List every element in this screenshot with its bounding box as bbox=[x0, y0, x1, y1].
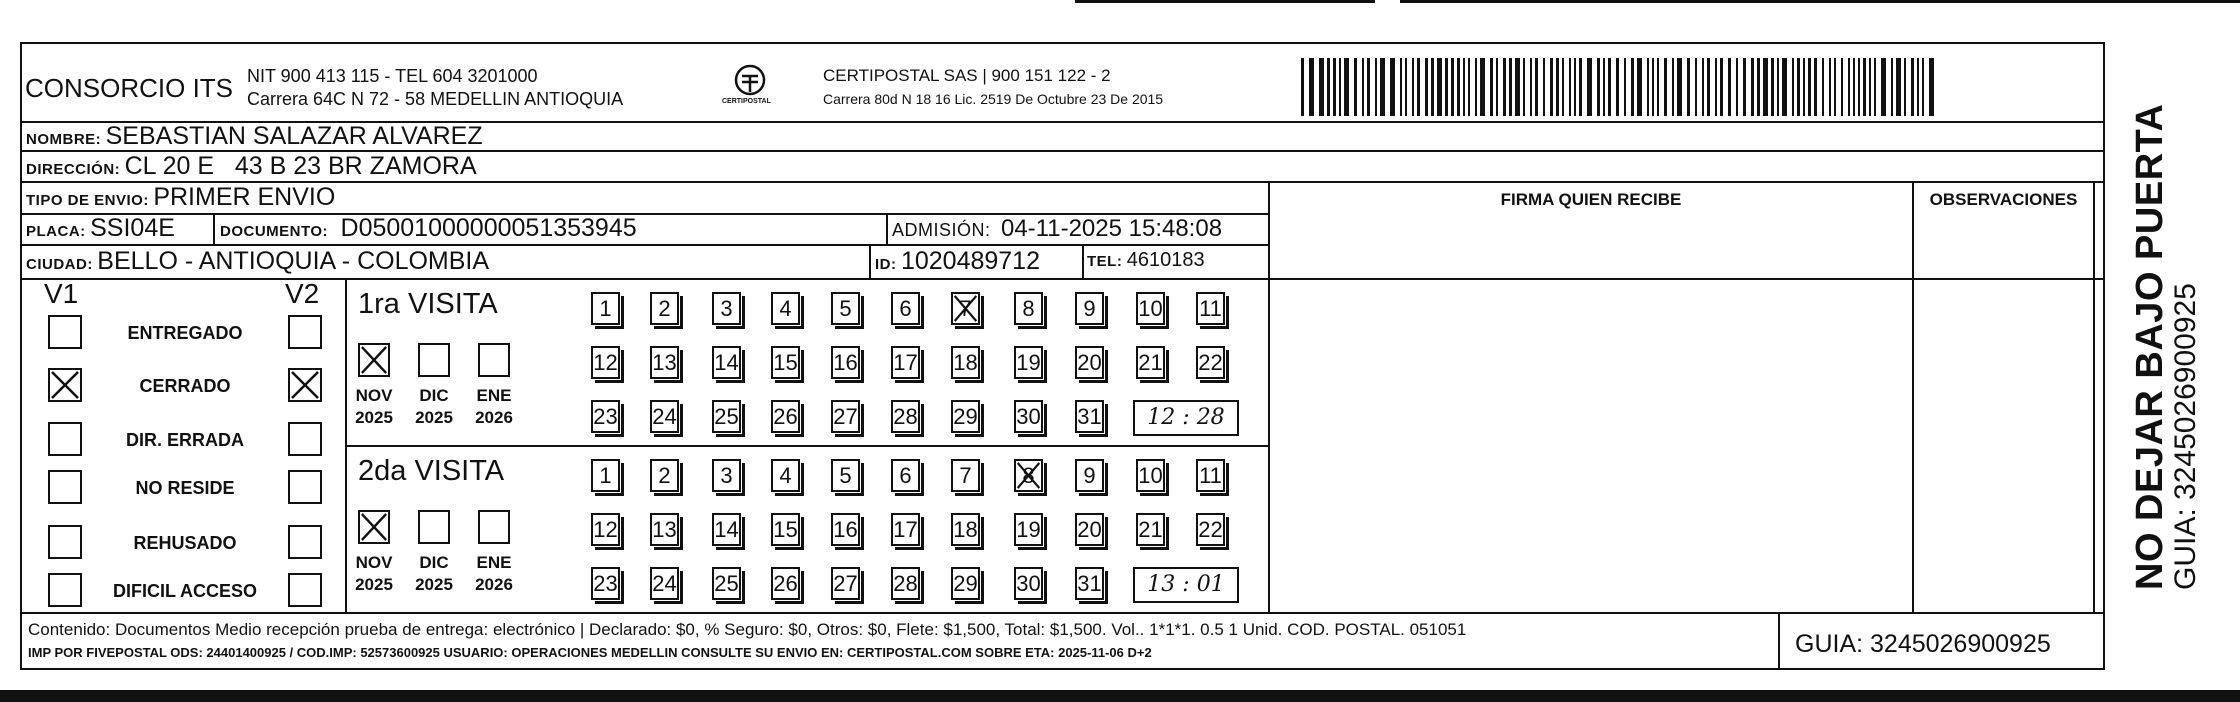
side-warning bbox=[2130, 70, 2202, 590]
month-label: NOV bbox=[355, 553, 393, 572]
visit-title: 2da VISITA bbox=[358, 455, 505, 487]
x-mark-icon bbox=[360, 345, 388, 375]
day-box[interactable]: 1 bbox=[591, 292, 620, 325]
day-box[interactable]: 23 bbox=[591, 400, 620, 433]
col-line bbox=[345, 278, 347, 612]
day-number: 8 bbox=[1022, 463, 1035, 488]
barcode-bar bbox=[1354, 58, 1357, 116]
ciudad-value: BELLO - ANTIOQUIA - COLOMBIA bbox=[97, 247, 490, 275]
barcode-bar bbox=[1367, 58, 1370, 116]
carrier-line2: Carrera 80d N 18 16 Lic. 2519 De Octubre 23 De 2015 bbox=[823, 91, 1164, 107]
barcode-bar bbox=[1687, 58, 1690, 116]
day-box[interactable]: 16 bbox=[831, 513, 860, 546]
col-line bbox=[1082, 244, 1084, 278]
month-label: DIC bbox=[419, 553, 449, 572]
col-line bbox=[2093, 181, 2095, 612]
day-box[interactable]: 4 bbox=[771, 459, 800, 492]
day-box[interactable]: 29 bbox=[951, 567, 980, 600]
day-box[interactable]: 24 bbox=[650, 400, 679, 433]
v2-checkbox[interactable] bbox=[288, 422, 322, 456]
v2-checkbox[interactable] bbox=[288, 573, 322, 607]
v2-checkbox[interactable] bbox=[288, 470, 322, 504]
barcode-bar bbox=[1579, 58, 1582, 116]
barcode-bar bbox=[1896, 58, 1901, 116]
day-box[interactable]: 9 bbox=[1075, 459, 1104, 492]
v1-checkbox[interactable] bbox=[48, 525, 82, 559]
direccion-label: DIRECCIÓN: bbox=[26, 161, 121, 178]
month-label: ENE bbox=[476, 386, 512, 405]
id-field bbox=[875, 247, 1040, 276]
day-box[interactable]: 9 bbox=[1075, 292, 1104, 325]
barcode-bar bbox=[1496, 58, 1498, 116]
barcode-bar bbox=[1562, 58, 1564, 116]
v1-checkbox[interactable] bbox=[48, 573, 82, 607]
barcode-bar bbox=[1911, 58, 1914, 116]
documento-value: D05001000000051353945 bbox=[340, 214, 637, 242]
barcode-bar bbox=[1445, 58, 1448, 116]
x-mark-icon bbox=[953, 294, 978, 323]
day-box[interactable] bbox=[951, 292, 980, 325]
footer-contenido: Contenido: Documentos Medio recepción prueba de entrega: electrónico | Declarado: $0, % Seguro: $0, Otros: $0, Flete: $1,500, Total: $1,500. Vol.. 1*1*1. 0.5 1 Unid. COD. POSTAL. 051051 bbox=[28, 620, 1467, 639]
day-box[interactable]: 2 bbox=[650, 459, 679, 492]
barcode-bar bbox=[1777, 58, 1779, 116]
barcode-bar bbox=[1400, 58, 1402, 116]
barcode-bar bbox=[1603, 58, 1605, 116]
admision-label: ADMISIÓN: bbox=[892, 220, 991, 240]
footer-imp: IMP POR FIVEPOSTAL ODS: 24401400925 / COD.IMP: 52573600925 USUARIO: OPERACIONES MEDELLIN CONSULTE SU ENVIO EN: CERTIPOSTAL.COM SOBRE ETA: 2025-11-06 D+2 bbox=[28, 645, 1152, 660]
barcode-bar bbox=[1375, 58, 1377, 116]
barcode-bar bbox=[1569, 58, 1571, 116]
barcode-bar bbox=[1728, 58, 1731, 116]
day-box[interactable]: 7 bbox=[951, 459, 980, 492]
barcode-bar bbox=[1763, 58, 1768, 116]
barcode-bar bbox=[1597, 58, 1600, 116]
v2-checkbox[interactable] bbox=[288, 525, 322, 559]
barcode-bar bbox=[1841, 58, 1843, 116]
barcode-bar bbox=[1715, 58, 1717, 116]
barcode-bar bbox=[1702, 58, 1704, 116]
barcode-bar bbox=[1468, 58, 1470, 116]
direccion-row bbox=[26, 152, 477, 181]
day-box[interactable]: 17 bbox=[891, 513, 920, 546]
barcode-bar bbox=[1891, 58, 1893, 116]
bottom-edge bbox=[0, 690, 2240, 702]
day-box[interactable]: 2 bbox=[650, 292, 679, 325]
v2-checkbox[interactable] bbox=[288, 368, 322, 402]
barcode-bar bbox=[1587, 58, 1592, 116]
barcode-bar bbox=[1929, 58, 1934, 116]
day-box[interactable]: 22 bbox=[1196, 346, 1225, 379]
barcode-bar bbox=[1797, 58, 1800, 116]
ciudad-field bbox=[26, 247, 489, 276]
status-label: NO RESIDE bbox=[135, 478, 235, 498]
observaciones-header: OBSERVACIONES bbox=[1929, 190, 2078, 209]
barcode-bar bbox=[1390, 58, 1395, 116]
day-box[interactable]: 17 bbox=[891, 346, 920, 379]
day-box[interactable]: 5 bbox=[831, 459, 860, 492]
barcode-bar bbox=[1695, 58, 1697, 116]
day-box[interactable]: 20 bbox=[1075, 346, 1104, 379]
day-box[interactable]: 24 bbox=[650, 567, 679, 600]
day-box[interactable]: 28 bbox=[891, 400, 920, 433]
day-box[interactable]: 8 bbox=[1014, 292, 1043, 325]
day-box[interactable]: 1 bbox=[591, 459, 620, 492]
barcode-bar bbox=[1874, 58, 1876, 116]
v1-header: V1 bbox=[44, 278, 79, 309]
year-label: 2025 bbox=[355, 408, 393, 427]
barcode-bar bbox=[1822, 58, 1824, 116]
day-box[interactable]: 11 bbox=[1196, 292, 1225, 325]
carrier-line1: CERTIPOSTAL SAS | 900 151 122 - 2 bbox=[823, 66, 1111, 85]
year-label: 2025 bbox=[355, 575, 393, 594]
x-mark-icon bbox=[290, 370, 320, 400]
barcode-bar bbox=[1339, 58, 1341, 116]
year-label: 2026 bbox=[475, 408, 513, 427]
barcode-bar bbox=[1530, 58, 1532, 116]
year-label: 2026 bbox=[475, 575, 513, 594]
tel-field bbox=[1087, 249, 1205, 272]
barcode-bar bbox=[1853, 58, 1855, 116]
col-line bbox=[213, 213, 215, 244]
barcode-bar bbox=[1672, 58, 1674, 116]
tipo-row bbox=[26, 183, 335, 212]
day-box[interactable]: 25 bbox=[712, 567, 741, 600]
month-checkbox[interactable] bbox=[418, 510, 450, 544]
day-box[interactable]: 13 bbox=[650, 513, 679, 546]
status-label: CERRADO bbox=[139, 376, 231, 396]
day-box[interactable]: 21 bbox=[1136, 346, 1165, 379]
barcode-bar bbox=[1490, 58, 1493, 116]
v1-checkbox[interactable] bbox=[48, 368, 82, 402]
barcode-bar bbox=[1624, 58, 1626, 116]
barcode-bar bbox=[1677, 58, 1682, 116]
tipo-label: TIPO DE ENVIO: bbox=[26, 192, 149, 209]
company-line1: NIT 900 413 115 - TEL 604 3201000 bbox=[247, 66, 538, 86]
day-box[interactable]: 15 bbox=[771, 346, 800, 379]
barcode bbox=[1300, 0, 1940, 120]
day-box[interactable]: 20 bbox=[1075, 513, 1104, 546]
company-name: CONSORCIO ITS bbox=[25, 73, 234, 103]
barcode-bar bbox=[1652, 58, 1654, 116]
barcode-bar bbox=[1869, 58, 1871, 116]
row-line bbox=[20, 244, 1268, 246]
tipo-value: PRIMER ENVIO bbox=[153, 183, 336, 211]
day-box[interactable]: 27 bbox=[831, 400, 860, 433]
col-line bbox=[1912, 181, 1914, 612]
day-box[interactable]: 28 bbox=[891, 567, 920, 600]
visit-time-box[interactable] bbox=[1133, 567, 1239, 603]
day-box[interactable]: 30 bbox=[1014, 400, 1043, 433]
month-checkbox[interactable] bbox=[478, 343, 510, 377]
day-box[interactable]: 14 bbox=[712, 346, 741, 379]
day-number: 7 bbox=[959, 296, 972, 321]
col-line bbox=[1778, 612, 1780, 670]
day-box[interactable]: 31 bbox=[1075, 567, 1104, 600]
barcode-bar bbox=[1608, 58, 1611, 116]
barcode-bar bbox=[1647, 58, 1649, 116]
day-box[interactable]: 5 bbox=[831, 292, 860, 325]
status-label: REHUSADO bbox=[133, 533, 237, 553]
tel-label: TEL: bbox=[1087, 253, 1123, 270]
day-box[interactable]: 12 bbox=[591, 513, 620, 546]
placa-field bbox=[26, 214, 175, 243]
day-box[interactable]: 11 bbox=[1196, 459, 1225, 492]
barcode-bar bbox=[1451, 58, 1454, 116]
barcode-bar bbox=[1327, 58, 1330, 116]
row-line bbox=[345, 445, 1268, 447]
col-line bbox=[886, 213, 888, 244]
company-line2: Carrera 64C N 72 - 58 MEDELLIN ANTIOQUIA bbox=[247, 89, 624, 109]
barcode-bar bbox=[1751, 58, 1754, 116]
row-line bbox=[20, 612, 2105, 614]
day-box[interactable]: 16 bbox=[831, 346, 860, 379]
col-line bbox=[1268, 181, 1270, 612]
barcode-bar bbox=[1480, 58, 1485, 116]
barcode-bar bbox=[1917, 58, 1919, 116]
nombre-row bbox=[26, 122, 483, 151]
month-checkbox[interactable] bbox=[358, 343, 390, 377]
day-box[interactable]: 30 bbox=[1014, 567, 1043, 600]
barcode-bar bbox=[1637, 58, 1642, 116]
day-box[interactable]: 10 bbox=[1136, 292, 1165, 325]
month-checkbox[interactable] bbox=[418, 343, 450, 377]
barcode-bar bbox=[1904, 58, 1906, 116]
barcode-bar bbox=[1863, 58, 1866, 116]
nombre-value: SEBASTIAN SALAZAR ALVAREZ bbox=[105, 122, 483, 150]
day-box[interactable]: 6 bbox=[891, 292, 920, 325]
month-label: NOV bbox=[355, 386, 393, 405]
footer-guia: GUIA: 3245026900925 bbox=[1795, 630, 2051, 658]
barcode-bar bbox=[1664, 58, 1667, 116]
documento-label: DOCUMENTO: bbox=[220, 223, 329, 240]
barcode-bar bbox=[1319, 58, 1324, 116]
day-box[interactable]: 19 bbox=[1014, 346, 1043, 379]
barcode-bar bbox=[1574, 58, 1576, 116]
barcode-bar bbox=[1463, 58, 1465, 116]
day-box[interactable]: 14 bbox=[712, 513, 741, 546]
status-label: DIR. ERRADA bbox=[125, 430, 244, 450]
barcode-bar bbox=[1834, 58, 1836, 116]
day-box[interactable]: 26 bbox=[771, 400, 800, 433]
day-box[interactable]: 21 bbox=[1136, 513, 1165, 546]
documento-field bbox=[220, 214, 637, 243]
col-line bbox=[869, 244, 871, 278]
tel-value: 4610183 bbox=[1126, 249, 1205, 271]
visit-time-box[interactable] bbox=[1133, 400, 1239, 436]
admision-value: 04-11-2025 15:48:08 bbox=[1000, 215, 1223, 242]
barcode-bar bbox=[1631, 58, 1634, 116]
barcode-bar bbox=[1362, 58, 1364, 116]
month-checkbox[interactable] bbox=[358, 510, 390, 544]
day-box[interactable]: 3 bbox=[712, 459, 741, 492]
barcode-bar bbox=[1881, 58, 1886, 116]
x-mark-icon bbox=[360, 512, 388, 542]
side-line1: NO DEJAR BAJO PUERTA bbox=[2129, 103, 2171, 590]
status-label: ENTREGADO bbox=[127, 323, 243, 343]
v1-checkbox[interactable] bbox=[48, 470, 82, 504]
x-mark-icon bbox=[1016, 461, 1041, 490]
day-box[interactable]: 18 bbox=[951, 346, 980, 379]
barcode-bar bbox=[1808, 58, 1811, 116]
barcode-bar bbox=[1475, 58, 1477, 116]
day-box[interactable]: 31 bbox=[1075, 400, 1104, 433]
barcode-bar bbox=[1771, 58, 1774, 116]
x-mark-icon bbox=[50, 370, 80, 400]
barcode-bar bbox=[1757, 58, 1760, 116]
barcode-bar bbox=[1515, 58, 1520, 116]
placa-label: PLACA: bbox=[26, 223, 86, 240]
barcode-bar bbox=[1736, 58, 1738, 116]
barcode-bar bbox=[1431, 58, 1434, 116]
ciudad-label: CIUDAD: bbox=[26, 256, 93, 273]
barcode-bar bbox=[1333, 58, 1336, 116]
day-box[interactable]: 29 bbox=[951, 400, 980, 433]
barcode-bar bbox=[1829, 58, 1831, 116]
barcode-bar bbox=[1509, 58, 1512, 116]
month-checkbox[interactable] bbox=[478, 510, 510, 544]
barcode-bar bbox=[1535, 58, 1538, 116]
barcode-bar bbox=[1616, 58, 1619, 116]
visit-title: 1ra VISITA bbox=[358, 288, 498, 320]
barcode-bar bbox=[1550, 58, 1553, 116]
day-box[interactable]: 19 bbox=[1014, 513, 1043, 546]
visit-time: 12 : 28 bbox=[1147, 405, 1225, 430]
day-box[interactable]: 10 bbox=[1136, 459, 1165, 492]
month-label: DIC bbox=[419, 386, 449, 405]
status-label: DIFICIL ACCESO bbox=[112, 581, 257, 601]
barcode-bar bbox=[1782, 58, 1787, 116]
day-box[interactable]: 18 bbox=[951, 513, 980, 546]
day-box[interactable]: 23 bbox=[591, 567, 620, 600]
barcode-bar bbox=[1922, 58, 1924, 116]
barcode-bar bbox=[1437, 58, 1442, 116]
logo-text: CERTIPOSTAL bbox=[722, 98, 771, 105]
day-box[interactable]: 26 bbox=[771, 567, 800, 600]
year-label: 2025 bbox=[415, 408, 453, 427]
firma-header: FIRMA QUIEN RECIBE bbox=[1500, 190, 1682, 209]
day-box[interactable]: 12 bbox=[591, 346, 620, 379]
v2-header: V2 bbox=[285, 278, 320, 309]
barcode-bar bbox=[1543, 58, 1545, 116]
barcode-bar bbox=[1848, 58, 1850, 116]
barcode-bar bbox=[1523, 58, 1525, 116]
day-box[interactable] bbox=[1014, 459, 1043, 492]
row-line bbox=[20, 278, 2105, 280]
v2-checkbox[interactable] bbox=[288, 315, 322, 349]
placa-value: SSI04E bbox=[90, 214, 175, 242]
barcode-bar bbox=[1858, 58, 1860, 116]
barcode-bar bbox=[1556, 58, 1559, 116]
day-box[interactable]: 15 bbox=[771, 513, 800, 546]
barcode-bar bbox=[1657, 58, 1659, 116]
barcode-bar bbox=[1707, 58, 1710, 116]
id-label: ID: bbox=[875, 256, 897, 273]
barcode-bar bbox=[1720, 58, 1723, 116]
barcode-bar bbox=[1309, 58, 1314, 116]
barcode-bar bbox=[1425, 58, 1428, 116]
admision-field bbox=[892, 215, 1222, 243]
certipostal-logo bbox=[706, 62, 786, 112]
barcode-bar bbox=[1743, 58, 1746, 116]
barcode-bar bbox=[1457, 58, 1460, 116]
barcode-bar bbox=[1814, 58, 1817, 116]
day-box[interactable]: 4 bbox=[771, 292, 800, 325]
day-box[interactable]: 25 bbox=[712, 400, 741, 433]
day-box[interactable]: 22 bbox=[1196, 513, 1225, 546]
barcode-bar bbox=[1412, 58, 1414, 116]
v1-checkbox[interactable] bbox=[48, 315, 82, 349]
side-line2: GUIA: 3245026900925 bbox=[2169, 283, 2202, 590]
direccion-value: CL 20 E 43 B 23 BR ZAMORA bbox=[124, 152, 477, 180]
nombre-label: NOMBRE: bbox=[26, 131, 102, 148]
barcode-bar bbox=[1503, 58, 1506, 116]
day-box[interactable]: 13 bbox=[650, 346, 679, 379]
day-box[interactable]: 27 bbox=[831, 567, 860, 600]
barcode-bar bbox=[1301, 58, 1304, 116]
v1-checkbox[interactable] bbox=[48, 422, 82, 456]
barcode-bar bbox=[1405, 58, 1407, 116]
month-label: ENE bbox=[476, 553, 512, 572]
id-value: 1020489712 bbox=[900, 247, 1040, 275]
barcode-bar bbox=[1803, 58, 1805, 116]
day-box[interactable]: 6 bbox=[891, 459, 920, 492]
barcode-bar bbox=[1380, 58, 1385, 116]
year-label: 2025 bbox=[415, 575, 453, 594]
barcode-bar bbox=[1792, 58, 1794, 116]
day-box[interactable]: 3 bbox=[712, 292, 741, 325]
visit-time: 13 : 01 bbox=[1147, 572, 1225, 597]
barcode-bar bbox=[1417, 58, 1420, 116]
barcode-bar bbox=[1344, 58, 1349, 116]
